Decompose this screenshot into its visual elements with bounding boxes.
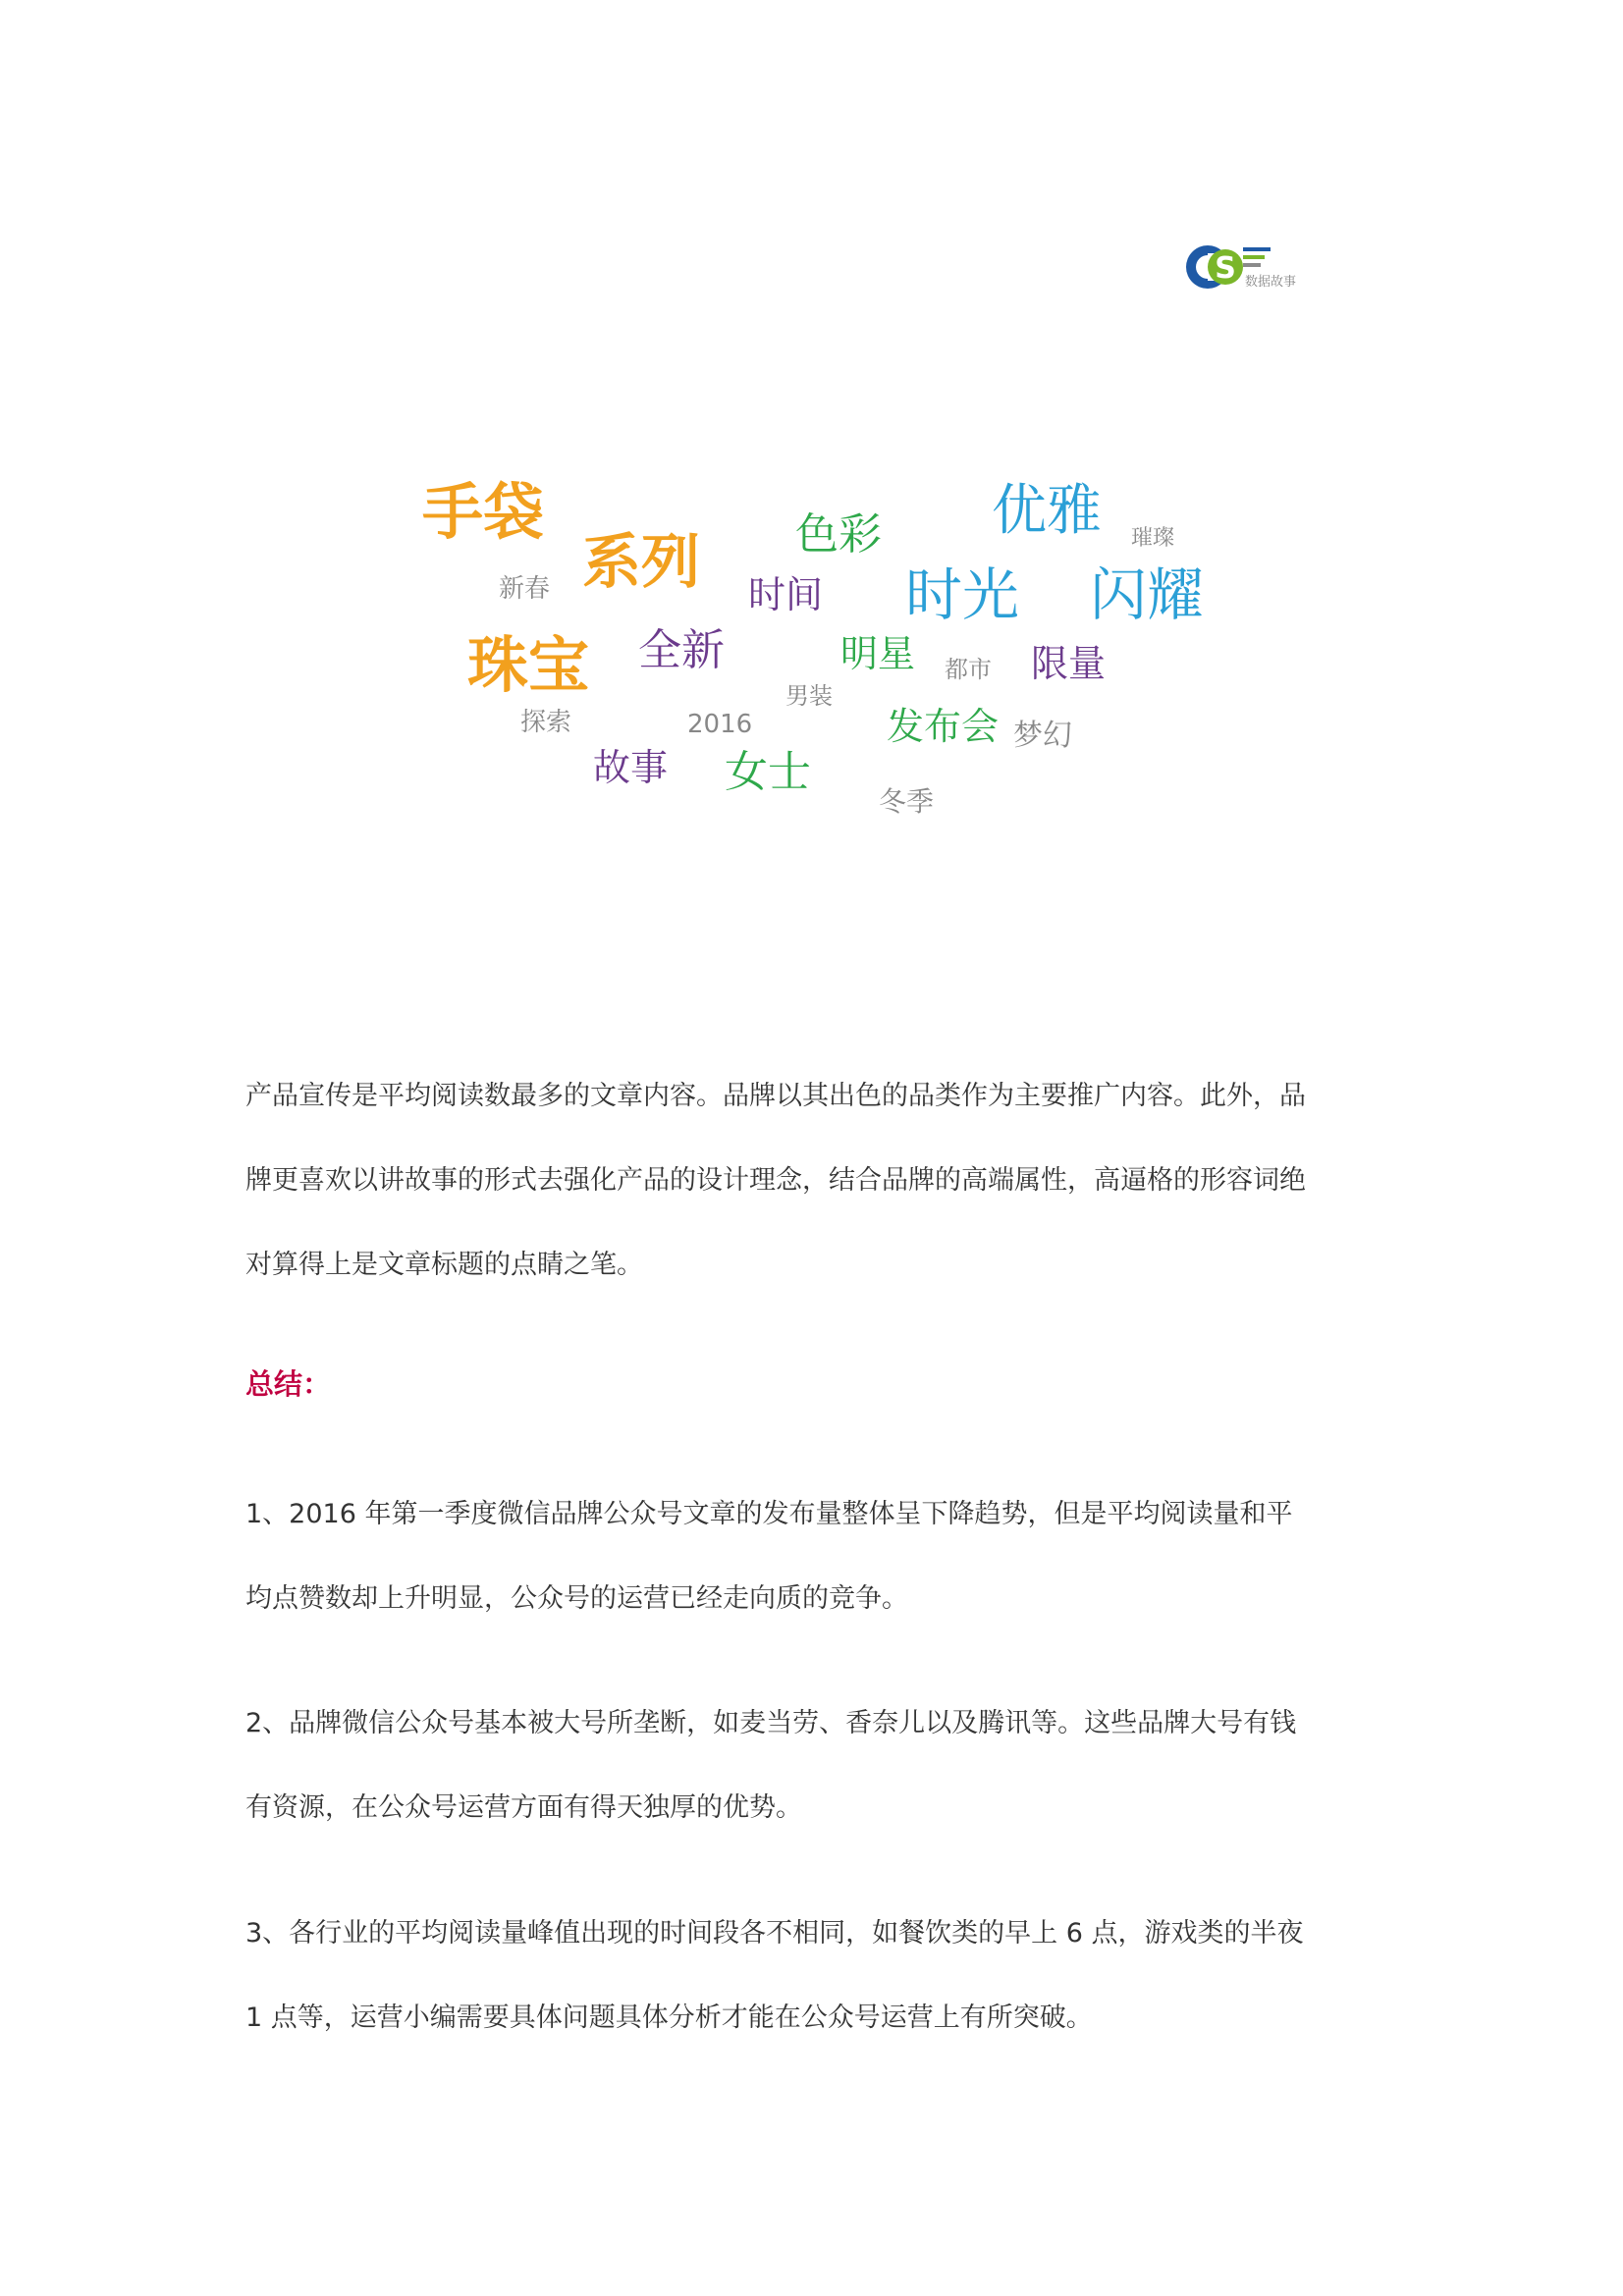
summary-item-2 xyxy=(245,1682,1389,1850)
cloud-word: 珠宝 xyxy=(467,629,590,701)
cloud-word: 时间 xyxy=(748,573,824,616)
cloud-word: 新春 xyxy=(499,574,551,604)
summary-line: 均点赞数却上升明显，公众号的运营已经走向质的竞争。 xyxy=(245,1583,908,1614)
summary-line: 2、品牌微信公众号基本被大号所垄断，如麦当劳、香奈儿以及腾讯等。这些品牌大号有钱 xyxy=(245,1708,1297,1738)
summary-heading: 总结： xyxy=(245,1367,332,1401)
svg-text:S: S xyxy=(1215,251,1236,286)
intro-line: 牌更喜欢以讲故事的形式去强化产品的设计理念，结合品牌的高端属性，高逼格的形容词绝 xyxy=(245,1165,1306,1196)
cloud-word: 闪耀 xyxy=(1090,561,1205,628)
summary-line: 1 点等，运营小编需要具体问题具体分析才能在公众号运营上有所突破。 xyxy=(245,2002,1093,2033)
cloud-word: 男装 xyxy=(785,682,833,710)
cloud-word: 发布会 xyxy=(887,705,1000,748)
intro-line: 产品宣传是平均阅读数最多的文章内容。品牌以其出色的品类作为主要推广内容。此外，品 xyxy=(245,1081,1306,1111)
cloud-word: 都市 xyxy=(945,656,992,683)
summary-line: 有资源，在公众号运营方面有得天独厚的优势。 xyxy=(245,1792,802,1823)
logo-caption: 数据故事 xyxy=(1245,275,1297,290)
word-cloud xyxy=(393,290,1375,1036)
cloud-word: 优雅 xyxy=(992,479,1102,543)
summary-line: 3、各行业的平均阅读量峰值出现的时间段各不相同，如餐饮类的早上 6 点，游戏类的半夜 xyxy=(245,1918,1304,1949)
summary-item-1 xyxy=(245,1472,1389,1641)
cloud-word: 色彩 xyxy=(795,509,882,560)
cloud-word: 女士 xyxy=(725,747,811,797)
intro-paragraph xyxy=(245,1054,1389,1308)
cloud-word: 梦幻 xyxy=(1013,719,1072,753)
cloud-word: 探索 xyxy=(520,708,572,737)
summary-item-3 xyxy=(245,1892,1389,2060)
cloud-word: 系列 xyxy=(582,528,700,597)
summary-line: 1、2016 年第一季度微信品牌公众号文章的发布量整体呈下降趋势，但是平均阅读量和平 xyxy=(245,1499,1293,1529)
cloud-word: 璀璨 xyxy=(1131,526,1175,551)
cloud-word: 冬季 xyxy=(879,785,935,818)
intro-line: 对算得上是文章标题的点睛之笔。 xyxy=(245,1250,643,1280)
cloud-word: 2016 xyxy=(687,710,753,739)
cloud-word: 全新 xyxy=(638,625,725,675)
cloud-word: 故事 xyxy=(593,746,669,789)
cloud-word: 限量 xyxy=(1031,642,1107,685)
cloud-word: 时光 xyxy=(905,561,1020,628)
cloud-word: 手袋 xyxy=(422,476,545,548)
cloud-word: 明星 xyxy=(840,632,916,675)
